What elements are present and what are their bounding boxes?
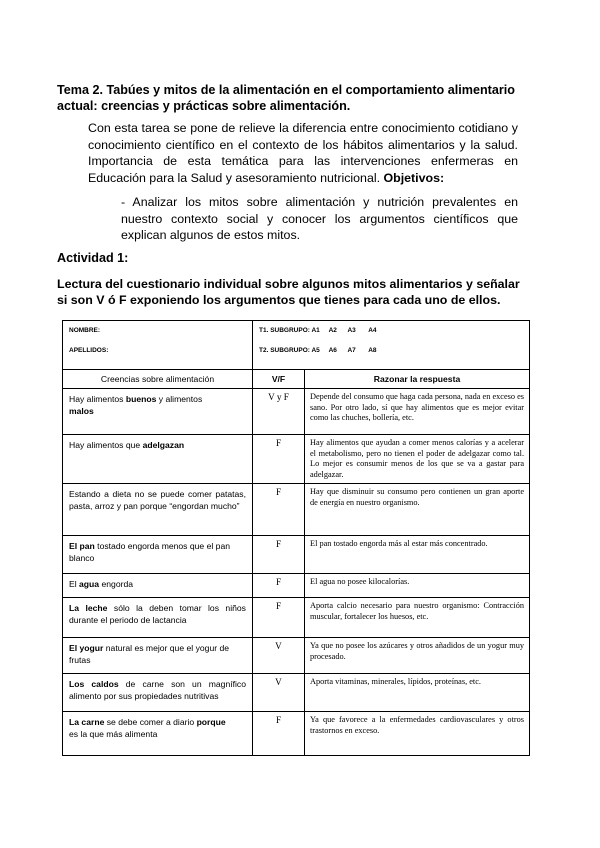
reason-text: Aporta vitaminas, minerales, lípidos, proteínas, etc. [305,674,530,712]
table-row [63,389,530,435]
subgroup-t2: T2. SUBGRUPO: A5 A6 A7 A8 [259,347,377,354]
belief-text: tostado engorda menos que el pan blanco [69,541,231,564]
section-title: Tema 2. Tabúes y mitos de la alimentación en el comportamiento alimentario actual: creencias y prácticas sobre alimentación. [57,83,515,113]
belief-text: y alimentos [156,394,203,404]
table-row [63,574,530,598]
table-row [63,484,530,536]
intro-paragraph [88,120,518,186]
belief-keyword: La carne [69,717,105,728]
reason-text: Hay que disminuir su consumo pero contienen un gran aporte de energía en nuestro organismo. [305,484,530,536]
vf-value: F [253,484,305,536]
vf-value: F [253,435,305,484]
vf-value: F [253,598,305,638]
table-row [63,435,530,484]
reason-text: Hay alimentos que ayudan a comer menos calorías y a acelerar el metabolismo, pero no tienen el poder de adelgazar como tal. Lo mejor es consumir menos de los que se va a gastar para adelgazar. [305,435,530,484]
apellidos-label: APELLIDOS: [69,347,109,354]
belief-keyword: El yogur [69,643,104,654]
belief-text: de carne son un magnífico alimento por sus propiedades nutritivas [69,679,247,702]
belief-keyword: adelgazan [142,440,185,450]
objective-item: - Analizar los mitos sobre alimentación y nutrición prevalentes en nuestro contexto social y conocer los argumentos científicos que explican algunos de estos mitos. [121,195,518,243]
belief-text: engorda [99,579,134,590]
vf-value: F [253,536,305,574]
belief-keyword: porque [196,717,226,728]
vf-value: V y F [253,389,305,435]
col-header-reason: Razonar la respuesta [305,370,530,389]
belief-text: Estando a dieta no se puede comer patatas, pasta, arroz y pan porque “engordan mucho” [63,484,253,536]
nombre-label: NOMBRE: [69,327,101,334]
reason-text: Ya que favorece a la enfermedades cardiovasculares y otros trastornos en exceso. [305,712,530,756]
table-row [63,712,530,756]
table-row [63,638,530,674]
belief-text: Hay alimentos que [69,440,143,450]
belief-keyword: agua [79,579,100,590]
reason-text: Aporta calcio necesario para nuestro organismo: Contracción muscular, fortalecer los huesos, etc. [305,598,530,638]
vf-value: V [253,674,305,712]
belief-keyword: buenos [125,394,157,404]
belief-text: Hay alimentos [69,394,126,404]
reason-text: El agua no posee kilocalorías. [305,574,530,598]
vf-value: F [253,574,305,598]
activity-instruction: Lectura del cuestionario individual sobre algunos mitos alimentarios y señalar si son V ó F exponiendo los argumentos que tienes para cada uno de ellos. [57,277,520,307]
col-header-beliefs: Creencias sobre alimentación [63,370,253,389]
subgroup-t1: T1. SUBGRUPO: A1 A2 A3 A4 [259,327,377,334]
belief-keyword: El pan [69,541,95,552]
belief-text: se debe comer a diario [104,717,197,728]
belief-text: natural es mejor que el yogur de frutas [69,643,230,666]
vf-value: V [253,638,305,674]
belief-text: es la que más alimenta [69,729,158,740]
header-info-row [63,321,530,370]
belief-keyword: malos [69,406,94,416]
table-row [63,536,530,574]
belief-keyword: La leche [69,603,108,614]
belief-keyword: Los caldos [69,679,119,690]
reason-text: Ya que no posee los azúcares y otros añadidos de un yogur muy procesado. [305,638,530,674]
activity-heading: Actividad 1: [57,251,129,265]
reason-text: El pan tostado engorda más al estar más concentrado. [305,536,530,574]
table-row [63,674,530,712]
belief-text: sólo la deben tomar los niños durante el periodo de lactancia [69,603,246,626]
intro-text: Con esta tarea se pone de relieve la diferencia entre conocimiento cotidiano y conocimiento científico en el contexto de los hábitos alimentarios y la salud. Importancia de esta temática para las intervenciones enfermeras en Educación para la Salud y asesoramiento nutricional. [88,121,518,185]
table-row [63,598,530,638]
objectives-label: Objetivos: [383,170,445,185]
vf-value: F [253,712,305,756]
col-header-vf: V/F [253,370,305,389]
reason-text: Depende del consumo que haga cada persona, nada en exceso es sano. Por otro lado, sí que hay alimentos que es mejor evitar como las chuches, bollería, etc. [305,389,530,435]
belief-text: El [69,579,80,590]
column-header-row [63,370,530,389]
beliefs-table [62,320,530,756]
